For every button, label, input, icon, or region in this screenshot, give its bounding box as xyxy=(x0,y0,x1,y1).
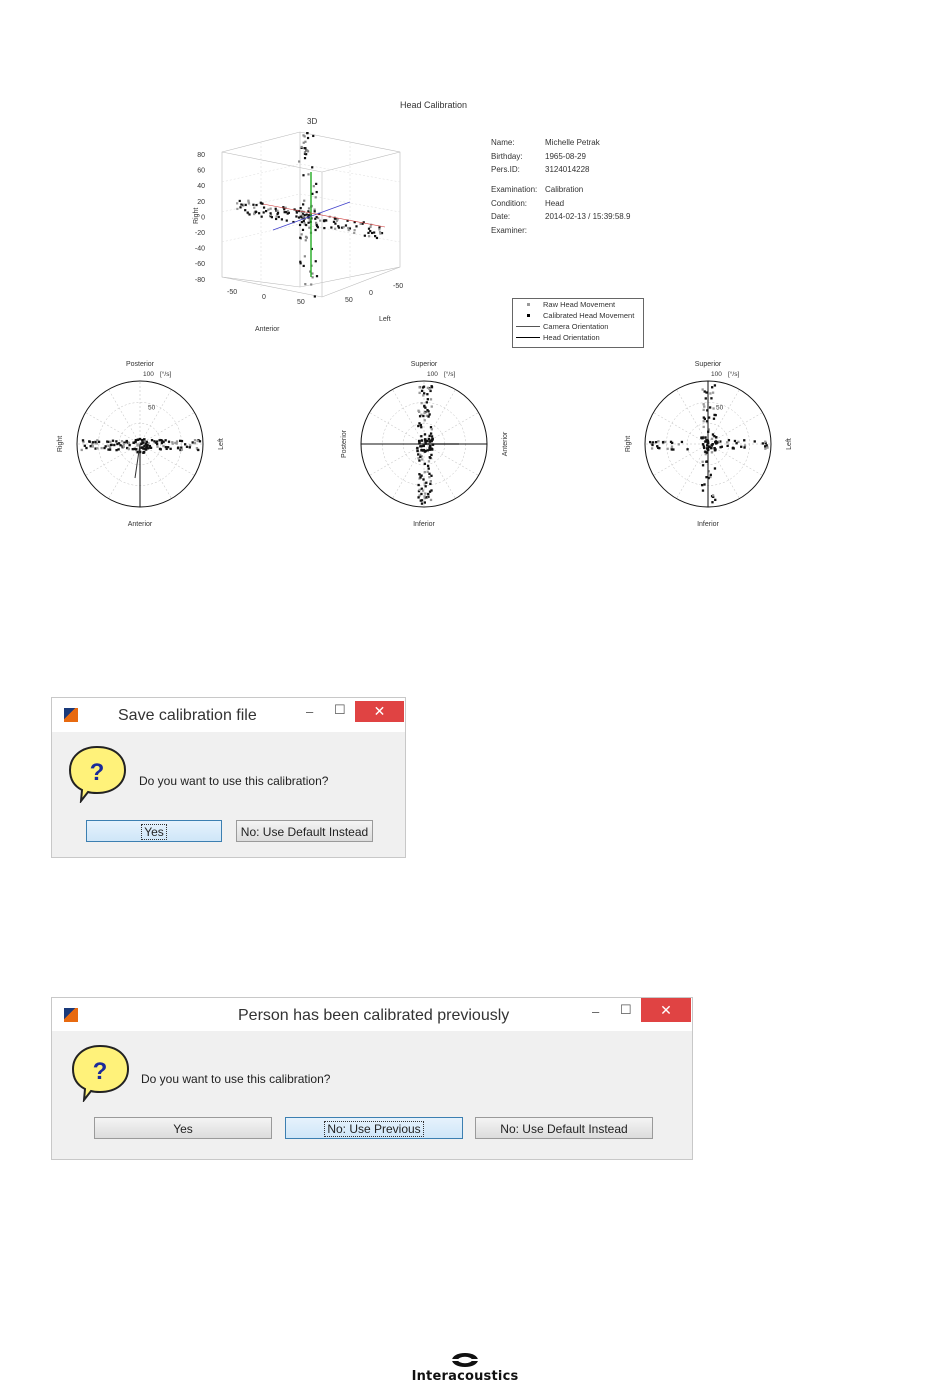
yes-button-label: Yes xyxy=(141,824,167,840)
dialog-titlebar xyxy=(52,698,405,732)
x-tick-label: -50 xyxy=(227,289,238,296)
legend-camera-label: Camera Orientation xyxy=(543,322,609,331)
info-key: Date: xyxy=(491,212,511,221)
polar-top-label: Posterior xyxy=(125,361,155,368)
legend-camera xyxy=(513,321,643,332)
info-value: 2014-02-13 / 15:39:58.9 xyxy=(545,212,631,221)
legend-head xyxy=(513,332,643,343)
calibrated-previously-dialog xyxy=(51,997,693,1160)
info-row xyxy=(491,224,630,238)
polar-plot xyxy=(40,354,240,534)
y-tick-label: 0 xyxy=(369,290,373,297)
close-button[interactable]: ✕ xyxy=(641,998,691,1022)
polar-plot xyxy=(608,354,808,534)
legend-calibrated xyxy=(513,310,643,321)
y-tick-label: -50 xyxy=(393,283,404,290)
yes-button[interactable] xyxy=(86,820,222,842)
info-value: Michelle Petrak xyxy=(545,138,600,147)
maximize-button[interactable]: ☐ xyxy=(620,1002,632,1017)
use-previous-label: No: Use Previous xyxy=(324,1121,423,1137)
info-value: Calibration xyxy=(545,185,584,194)
x-tick-label: 50 xyxy=(297,299,305,306)
info-value: 1965-08-29 xyxy=(545,151,586,161)
polar-left-label: Right xyxy=(57,435,64,453)
matlab-app-icon xyxy=(64,708,78,722)
info-value: Head xyxy=(545,198,565,208)
save-calibration-dialog xyxy=(51,697,406,858)
brand-logo xyxy=(400,1352,530,1384)
info-key: Condition: xyxy=(491,198,528,208)
exam-info xyxy=(491,183,630,237)
z-tick-label: 0 xyxy=(201,214,205,222)
polar-units-label: [°/s] xyxy=(444,371,456,378)
use-default-button[interactable]: No: Use Default Instead xyxy=(475,1117,653,1139)
use-default-button[interactable]: No: Use Default Instead xyxy=(236,820,373,842)
info-row xyxy=(491,163,600,177)
polar-rmid-label: 50 xyxy=(148,404,156,412)
plot-3d-title: 3D xyxy=(307,117,318,126)
close-button[interactable]: ✕ xyxy=(355,701,404,722)
patient-info xyxy=(491,136,600,177)
z-tick-label: 20 xyxy=(197,198,205,206)
dialog-title: Save calibration file xyxy=(118,707,257,724)
dialog-message: Do you want to use this calibration? xyxy=(139,774,329,788)
legend-raw-label: Raw Head Movement xyxy=(543,300,616,309)
info-row xyxy=(491,150,600,164)
info-value: 3124014228 xyxy=(545,165,590,174)
yes-button[interactable]: Yes xyxy=(94,1117,272,1139)
z-tick-label: -20 xyxy=(194,230,205,237)
question-icon xyxy=(70,1042,132,1102)
use-previous-button[interactable] xyxy=(285,1117,463,1139)
plot-3d-x-label: Anterior xyxy=(255,326,280,333)
z-tick-label: -60 xyxy=(194,261,205,269)
info-row xyxy=(491,197,630,211)
question-icon xyxy=(67,743,129,803)
polar-bottom-label: Anterior xyxy=(127,521,153,528)
z-tick-label: 80 xyxy=(197,152,205,159)
info-row xyxy=(491,183,630,197)
legend-raw xyxy=(513,299,643,310)
z-tick-label: -40 xyxy=(194,245,205,253)
plot-legend xyxy=(512,298,644,348)
polar-rmax-label: 100 xyxy=(427,371,438,378)
polar-bottom-label: Inferior xyxy=(697,521,719,528)
polar-right-label: Anterior xyxy=(502,431,509,457)
info-key: Pers.ID: xyxy=(491,165,520,174)
z-tick-label: 60 xyxy=(197,167,205,175)
matlab-app-icon xyxy=(64,1008,78,1022)
svg-text:?: ? xyxy=(92,1058,108,1085)
x-tick-label: 0 xyxy=(262,294,266,301)
polar-left-label: Posterior xyxy=(341,429,348,459)
info-key: Name: xyxy=(491,138,515,147)
info-key: Birthday: xyxy=(491,151,523,161)
polar-rmid-label: 50 xyxy=(716,404,724,412)
info-key: Examination: xyxy=(491,185,538,194)
polar-left-label: Right xyxy=(625,435,632,453)
legend-head-label: Head Orientation xyxy=(543,333,600,342)
polar-bottom-label: Inferior xyxy=(413,521,435,528)
polar-units-label: [°/s] xyxy=(728,371,740,378)
z-tick-label: 40 xyxy=(197,183,205,191)
polar-plot xyxy=(324,354,524,534)
polar-right-label: Left xyxy=(218,438,225,450)
plot-3d-z-label: Right xyxy=(193,207,200,224)
dialog-titlebar xyxy=(52,998,692,1031)
figure-title: Head Calibration xyxy=(400,100,468,110)
plot-3d xyxy=(185,112,425,337)
maximize-button[interactable]: ☐ xyxy=(334,702,346,717)
brand-name: Interacoustics xyxy=(411,1369,519,1384)
z-tick-label: -80 xyxy=(194,276,205,284)
info-key: Examiner: xyxy=(491,225,528,235)
polar-rmax-label: 100 xyxy=(143,371,154,378)
dialog-message: Do you want to use this calibration? xyxy=(141,1072,331,1086)
plot-3d-y-label: Left xyxy=(379,316,391,323)
polar-top-label: Superior xyxy=(694,361,722,368)
interacoustics-logo-icon xyxy=(450,1352,480,1368)
polar-right-label: Left xyxy=(786,438,793,450)
polar-top-label: Superior xyxy=(410,361,438,368)
svg-text:?: ? xyxy=(89,759,105,786)
polar-units-label: [°/s] xyxy=(160,371,172,378)
minimize-button[interactable]: – xyxy=(306,704,314,719)
legend-calibrated-label: Calibrated Head Movement xyxy=(543,311,635,320)
info-row xyxy=(491,136,600,150)
info-row xyxy=(491,210,630,224)
minimize-button[interactable]: – xyxy=(592,1004,600,1019)
polar-rmax-label: 100 xyxy=(711,371,722,378)
dialog-title: Person has been calibrated previously xyxy=(238,1007,510,1024)
y-tick-label: 50 xyxy=(345,297,353,304)
